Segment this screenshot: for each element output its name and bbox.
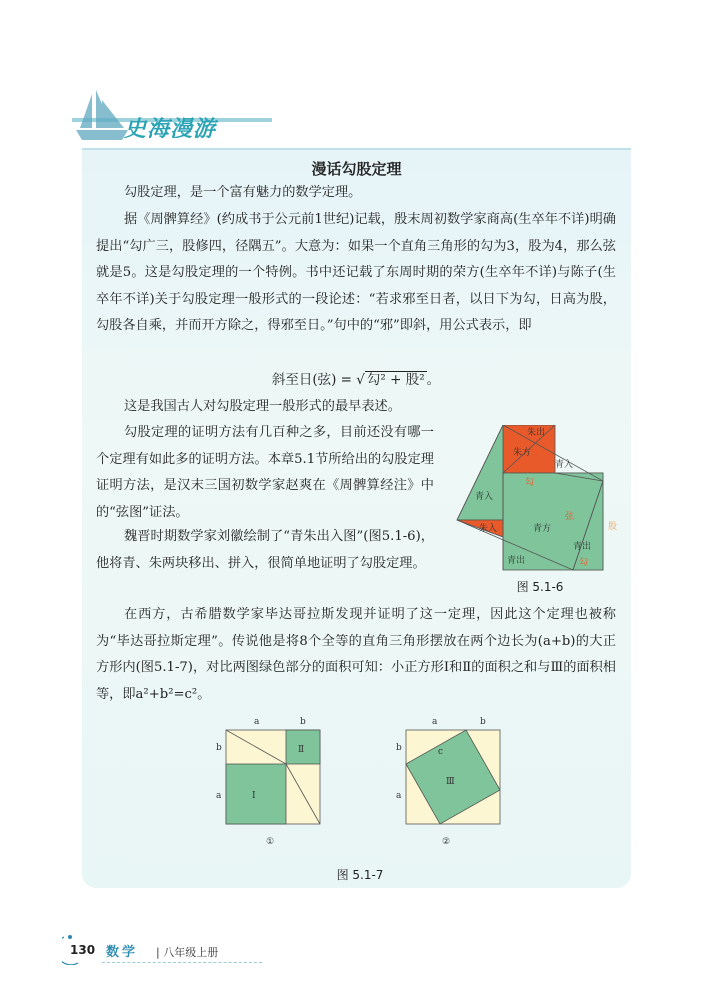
figure-7-caption: 图 5.1-7 (336, 868, 384, 882)
fig2-III: Ⅲ (446, 777, 455, 787)
paragraph-3: 这是我国古人对勾股定理一般形式的最早表述。 (124, 399, 401, 414)
fig2-a-side: a (396, 791, 402, 801)
label-qingfang: 青方 (533, 524, 552, 534)
label-zhufang: 朱方 (513, 448, 532, 458)
fig2-b: b (480, 717, 486, 727)
label-qingru1: 青入 (555, 460, 574, 470)
fig2-a: a (432, 717, 438, 727)
page-number: 130 (70, 943, 96, 957)
formula-left: 斜至日(弦) = (271, 372, 352, 388)
section-title: 史海漫游 (124, 117, 217, 142)
formula-end: 。 (426, 372, 441, 388)
fig1-II: Ⅱ (298, 745, 305, 755)
fig1-a-side: a (216, 791, 222, 801)
paragraph-2: 据《周髀算经》(约成书于公元前1世纪)记载，殷末周初数学家商高(生卒年不详)明确提出“勾广三，股修四，径隅五”。大意为：如果一个直角三角形的勾为3，股为4，那么弦就是5。这是勾股定理的一个特例。书中还记载了东周时期的荣方(生卒年不详)与陈子(生卒年不详)关于勾股定理一般形式的一段论述：“若求邪至日者，以日下为勾，日高为股，勾股各自乘，并而开方除之，得邪至日。”句中的“邪”即斜，用公式表示，即 (96, 212, 616, 333)
label-xian: 弦 (565, 512, 575, 522)
footer-divider (102, 962, 262, 963)
paragraph-6: 在西方，古希腊数学家毕达哥拉斯发现并证明了这一定理，因此这个定理也被称为“毕达哥拉斯定理”。传说他是将8个全等的直角三角形摆放在两个边长为(a+b)的大正方形内(图5.1-7)，对比两图绿色部分的面积可知：小正方形Ⅰ和Ⅱ的面积之和与Ⅲ的面积相等，即a²+b²=c²。 (96, 607, 616, 702)
qingzhu-figure (455, 425, 625, 575)
panel-divider (82, 148, 631, 150)
book-subtitle: | 八年级上册 (156, 946, 219, 959)
fig2-b-side: b (396, 743, 402, 753)
fig1-sub: ① (266, 837, 275, 847)
formula-radicand: 勾² + 股² (366, 372, 425, 388)
paragraph-4: 勾股定理的证明方法有几百种之多，目前还没有哪一个定理有如此多的证明方法。本章5.1节所给出的勾股定理证明方法，是汉末三国初数学家赵爽在《周髀算经注》中的“弦图”证法。 (96, 425, 434, 520)
label-gou: 勾 (525, 478, 535, 488)
paragraph-1: 勾股定理，是一个富有魅力的数学定理。 (124, 185, 362, 200)
label-qingchu2: 青出 (507, 556, 526, 566)
fig1-I: Ⅰ (252, 791, 256, 801)
fig2-sub: ② (442, 837, 451, 847)
fig1-a: a (254, 717, 260, 727)
label-gu: 股 (608, 522, 618, 532)
sqrt-icon: √ 勾² + 股² (356, 372, 425, 388)
label-zhuru: 朱入 (479, 524, 498, 534)
fig1-b: b (300, 717, 306, 727)
book-title: 数学 (106, 945, 139, 960)
figure-6-caption: 图 5.1-6 (516, 580, 564, 594)
label-qingchu1: 青出 (573, 542, 592, 552)
paragraph-5: 魏晋时期数学家刘徽绘制了“青朱出入图”(图5.1-6)，他将青、朱两块移出、拼入，很简单地证明了勾股定理。 (96, 529, 434, 571)
fig1-b-side: b (216, 743, 222, 753)
label-qingru2: 青入 (475, 492, 494, 502)
figure-1 (216, 717, 320, 847)
article-title: 漫话勾股定理 (311, 160, 402, 178)
label-zhuchu: 朱出 (527, 428, 546, 438)
formula (96, 368, 616, 388)
figure-2 (396, 717, 500, 847)
pythagoras-figure (210, 712, 520, 852)
label-gou2: 勾 (579, 558, 589, 568)
fig2-c: c (438, 747, 444, 757)
